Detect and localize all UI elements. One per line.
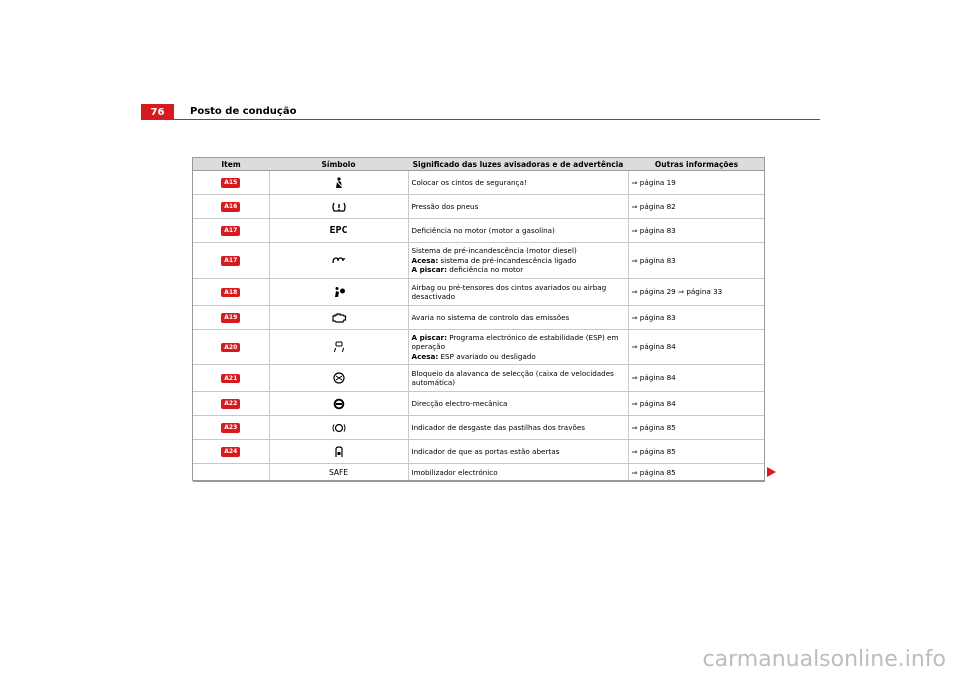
item-badge: A19 [221, 313, 240, 323]
meaning-text: Airbag ou pré-tensores dos cintos avariados ou airbag desactivado [408, 279, 628, 306]
meaning-text [408, 330, 628, 365]
page-number: 76 [141, 104, 174, 120]
table-row [193, 219, 765, 243]
door-open-icon [331, 446, 347, 458]
engine-icon [331, 312, 347, 324]
meaning-text: Bloqueio da alavanca de selecção (caixa de velocidades automática) [408, 365, 628, 392]
table-row [193, 195, 765, 219]
table-row [193, 279, 765, 306]
column-header-item: Item [193, 158, 269, 171]
page-title: Posto de condução [190, 106, 297, 117]
meaning-line: Sistema de pré-incandescência (motor diesel) [411, 246, 577, 256]
item-badge: A22 [221, 399, 240, 409]
gear-lever-lock-icon [331, 372, 347, 384]
meaning-line [412, 333, 625, 352]
meaning-text [408, 243, 628, 279]
item-badge: A17 [221, 226, 240, 236]
column-header-info: Outras informações [628, 158, 765, 171]
meaning-text: Direcção electro-mecânica [408, 392, 628, 416]
meaning-text: Indicador de desgaste das pastilhas dos travões [408, 416, 628, 440]
epc-symbol: EPC [329, 225, 348, 236]
info-link[interactable]: ⇒ página 29 ⇒ página 33 [628, 279, 765, 306]
info-link[interactable]: ⇒ página 83 [628, 306, 765, 330]
meaning-line [412, 352, 625, 361]
info-link[interactable]: ⇒ página 19 [628, 171, 765, 195]
seatbelt-icon [331, 177, 347, 189]
info-link[interactable]: ⇒ página 85 [628, 416, 765, 440]
header-rule [141, 119, 820, 120]
item-badge: A17 [221, 256, 240, 266]
info-link[interactable]: ⇒ página 84 [628, 330, 765, 365]
column-header-meaning: Significado das luzes avisadoras e de advertência [408, 158, 628, 171]
watermark: carmanualsonline.info [702, 647, 946, 672]
meaning-line [412, 256, 625, 265]
steering-icon [331, 398, 347, 410]
table-row [193, 416, 765, 440]
table-row [193, 392, 765, 416]
meaning-label: Acesa: [411, 255, 439, 265]
esp-icon [331, 341, 347, 353]
meaning-value: Programa electrónico de estabilidade (ESP) em operação [411, 332, 619, 352]
item-badge: A21 [221, 374, 240, 384]
meaning-value: deficiência no motor [446, 265, 524, 275]
table-row [193, 330, 765, 365]
meaning-text: Pressão dos pneus [408, 195, 628, 219]
item-badge: A15 [221, 178, 240, 188]
meaning-text: Avaria no sistema de controlo das emissões [408, 306, 628, 330]
info-link[interactable]: ⇒ página 82 [628, 195, 765, 219]
info-link[interactable]: ⇒ página 85 [628, 464, 765, 482]
table-row [193, 440, 765, 464]
meaning-text: Imobilizador electrónico [408, 464, 628, 482]
info-link[interactable]: ⇒ página 84 [628, 365, 765, 392]
column-header-symbol: Símbolo [269, 158, 408, 171]
brake-pads-icon [331, 422, 347, 434]
table-row [193, 306, 765, 330]
item-badge: A16 [221, 202, 240, 212]
meaning-line [412, 265, 625, 274]
meaning-text: Deficiência no motor (motor a gasolina) [408, 219, 628, 243]
meaning-label: Acesa: [411, 351, 439, 361]
meaning-value: sistema de pré-incandescência ligado [438, 255, 577, 265]
meaning-label: A piscar: [411, 265, 447, 275]
info-link[interactable]: ⇒ página 83 [628, 243, 765, 279]
next-page-arrow-icon [767, 467, 776, 477]
table-row [193, 243, 765, 279]
item-badge: A18 [221, 288, 240, 298]
warning-lights-table [193, 158, 765, 482]
meaning-text: Colocar os cintos de segurança! [408, 171, 628, 195]
glow-plug-icon [331, 255, 347, 267]
table-row [193, 365, 765, 392]
safe-symbol: SAFE [328, 467, 349, 477]
item-badge: A20 [221, 343, 240, 353]
info-link[interactable]: ⇒ página 85 [628, 440, 765, 464]
item-badge: A24 [221, 447, 240, 457]
table-header-row [193, 158, 765, 171]
meaning-label: A piscar: [411, 332, 447, 342]
table-row [193, 171, 765, 195]
airbag-icon [331, 286, 347, 298]
tyre-pressure-icon [331, 201, 347, 213]
meaning-value: ESP avariado ou desligado [438, 351, 536, 361]
info-link[interactable]: ⇒ página 83 [628, 219, 765, 243]
item-badge: A23 [221, 423, 240, 433]
info-link[interactable]: ⇒ página 84 [628, 392, 765, 416]
table-row [193, 464, 765, 482]
meaning-text: Indicador de que as portas estão abertas [408, 440, 628, 464]
